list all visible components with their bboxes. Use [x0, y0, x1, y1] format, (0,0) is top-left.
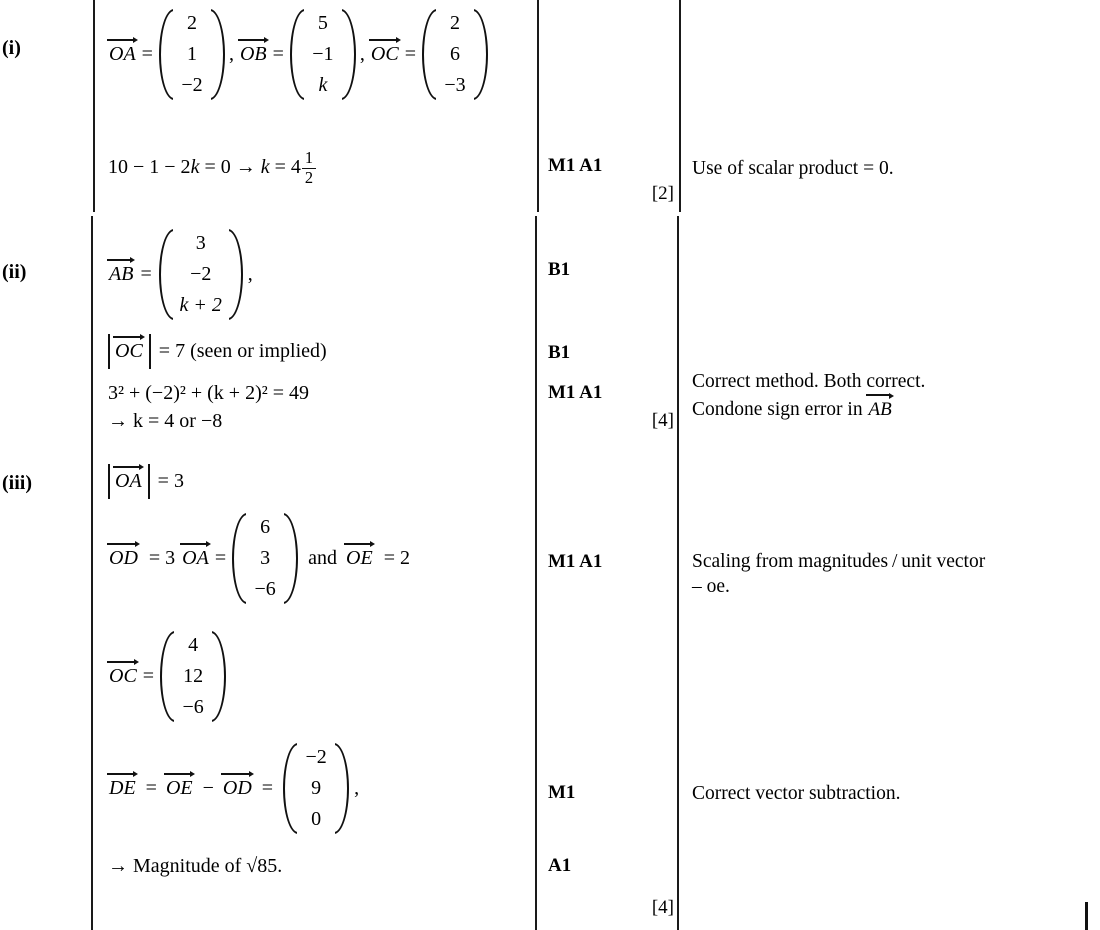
part-label-i: (i) [2, 37, 21, 59]
part-i-total: [2] [651, 183, 674, 204]
vector-oa-label: OA [115, 470, 142, 492]
condone-text: Condone sign error in [692, 399, 868, 420]
equals-three: = 3 [148, 547, 176, 569]
equals-sign: = [214, 547, 227, 569]
paren-right [335, 742, 349, 835]
paren-right [474, 8, 488, 101]
modulus-oa [108, 470, 150, 493]
equals-sign: = [272, 43, 284, 65]
column-vector-oa [159, 8, 225, 101]
comment-line: Scaling from magnitudes / unit vector [692, 551, 986, 572]
column-vector-ab [159, 228, 243, 321]
equation-mid: = 0 → [199, 156, 261, 179]
vector-ob-label: OB [239, 43, 267, 65]
equation-eq: = 4 [269, 156, 301, 179]
paren-left [290, 8, 304, 101]
part-ii-comment-condone [692, 398, 1092, 423]
part-ii-ab-line [108, 228, 528, 321]
part-ii-modulus-line [108, 340, 528, 363]
vector-entry: 9 [311, 777, 322, 799]
paren-right [284, 512, 298, 605]
comma: , [247, 263, 253, 285]
part-ii-mark-m1a1: M1 A1 [548, 382, 603, 403]
vector-entry: −2 [190, 263, 212, 285]
part-iii-magnitude-line [108, 855, 528, 878]
vector-entry: 3 [260, 547, 271, 569]
column-vector-de [283, 742, 349, 835]
vector-ab-label: AB [867, 398, 892, 422]
part-iii-oc-line [108, 630, 528, 723]
part-label-ii: (ii) [2, 261, 27, 283]
part-ii-result-line [108, 410, 528, 433]
vector-entry: k [318, 74, 328, 96]
page-edge-tick [1085, 902, 1088, 930]
column-rule-comments-left-top [679, 0, 681, 212]
column-vector-od [232, 512, 298, 605]
paren-left [283, 742, 297, 835]
part-iii-modulus-oa-line [108, 470, 528, 493]
magnitude-result: → Magnitude of √85. [108, 855, 283, 877]
vector-entry: 3 [195, 232, 206, 254]
paren-left [160, 630, 174, 723]
conjunction-and: and [308, 547, 338, 569]
part-iii-mark-m1: M1 [548, 782, 576, 803]
part-i-vectors-line [108, 8, 528, 101]
vector-de-label: DE [109, 777, 136, 799]
paren-left [422, 8, 436, 101]
part-i-comment: Use of scalar product = 0. [692, 158, 894, 179]
vector-entry: 2 [186, 12, 197, 34]
equals-sign: = [404, 43, 416, 65]
vector-entry: 0 [311, 808, 322, 830]
comment-line: – oe. [692, 575, 730, 597]
expansion-equation: 3² + (−2)² + (k + 2)² = 49 [108, 382, 310, 404]
comma: , [354, 777, 360, 799]
vector-od-label: OD [222, 777, 252, 799]
column-rule-comments-left-bottom [677, 216, 679, 930]
result-equation: → k = 4 or −8 [108, 410, 223, 432]
equation-lhs: 10 − 1 − 2 [108, 156, 191, 179]
vector-oa-label: OA [109, 43, 136, 65]
part-ii-comment-method: Correct method. Both correct. [692, 371, 926, 392]
vector-entry: 2 [449, 12, 460, 34]
fraction-denominator: 2 [302, 168, 316, 186]
part-iii-de-line [108, 742, 528, 835]
part-iii-comment-scaling [692, 550, 1092, 600]
equals-sign: = [261, 777, 274, 799]
vector-entry: −6 [254, 578, 276, 600]
vector-entry: −6 [182, 696, 204, 718]
part-ii-total: [4] [651, 410, 674, 431]
paren-left [159, 8, 173, 101]
equals-sign: = [140, 263, 152, 285]
column-vector-ob [290, 8, 356, 101]
paren-right [342, 8, 356, 101]
paren-left [232, 512, 246, 605]
modulus-oc [108, 340, 151, 363]
part-iii-comment-subtraction: Correct vector subtraction. [692, 783, 901, 804]
paren-right [229, 228, 243, 321]
part-iii-total: [4] [651, 897, 674, 918]
variable-k: k [190, 156, 200, 179]
vector-oe-label: OE [346, 547, 373, 569]
part-label-iii: (iii) [2, 472, 32, 494]
modulus-value-text: = 7 (seen or implied) [158, 340, 327, 362]
equals-sign: = [141, 43, 153, 65]
vector-oc-label: OC [370, 43, 399, 65]
vector-entry: 1 [186, 43, 197, 65]
fraction-numerator: 1 [304, 148, 314, 168]
vector-oe-label: OE [165, 777, 193, 799]
equals-sign: = [142, 665, 155, 687]
comma: , [228, 43, 234, 65]
column-rule-working-left-top [93, 0, 95, 212]
part-ii-mark-b1-second: B1 [548, 342, 571, 363]
part-iii-mark-a1: A1 [548, 855, 572, 876]
column-vector-oc-scaled [160, 630, 226, 723]
vector-ab-label: AB [109, 263, 134, 285]
vector-entry: k + 2 [179, 294, 222, 316]
part-ii-expand-line [108, 382, 528, 405]
vector-entry: −3 [444, 74, 466, 96]
column-rule-working-left-bottom [91, 216, 93, 930]
modulus-oa-value: = 3 [157, 470, 184, 492]
equals-two: = 2 [383, 547, 410, 569]
vector-entry: 5 [317, 12, 328, 34]
part-iii-mark-m1a1: M1 A1 [548, 551, 603, 572]
column-vector-oc [422, 8, 488, 101]
paren-left [159, 228, 173, 321]
vector-entry: 12 [183, 665, 204, 687]
vector-entry: −2 [181, 74, 203, 96]
equals-sign: = [145, 777, 157, 799]
vector-od-label: OD [109, 547, 138, 569]
vector-oc-label: OC [109, 665, 137, 687]
vector-entry: −1 [312, 43, 334, 65]
comma: , [359, 43, 365, 65]
part-i-equation-line [108, 150, 528, 186]
vector-entry: 6 [449, 43, 460, 65]
part-ii-mark-b1-first: B1 [548, 259, 571, 280]
part-i-mark-m1a1: M1 A1 [548, 155, 603, 176]
paren-right [211, 8, 225, 101]
fraction-one-half [302, 150, 316, 186]
vector-oa-label: OA [182, 547, 209, 569]
minus-sign: − [202, 777, 214, 799]
part-iii-od-line [108, 512, 568, 605]
vector-entry: −2 [305, 746, 327, 768]
variable-k: k [260, 156, 270, 179]
vector-entry: 4 [188, 634, 199, 656]
vector-entry: 6 [260, 516, 271, 538]
column-rule-marks-left-top [537, 0, 539, 212]
paren-right [212, 630, 226, 723]
vector-oc-label: OC [115, 340, 143, 362]
